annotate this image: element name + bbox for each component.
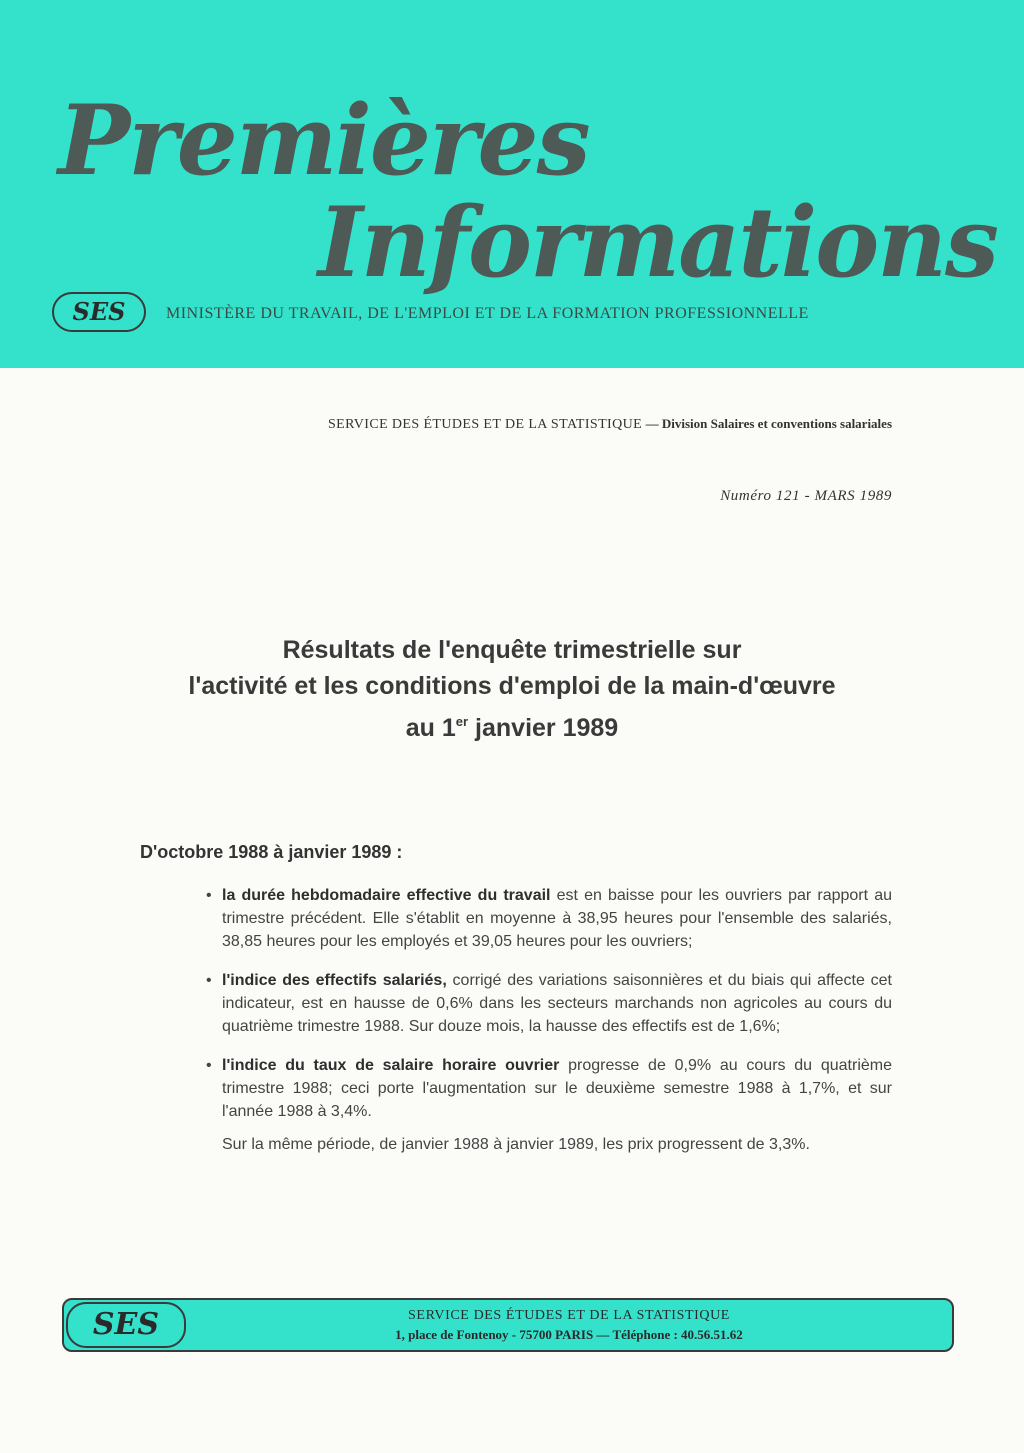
ministry-name: MINISTÈRE DU TRAVAIL, DE L'EMPLOI ET DE LA FORMATION PROFESSIONNELLE bbox=[166, 305, 809, 322]
bullet-text: progresse de 0,9% au cours du quatrième trimestre 1988; ceci porte l'augmentation sur le deuxième semestre 1988 à 1,7%, et sur l'année 1988 à 3,4%. bbox=[222, 1057, 892, 1120]
bullet-bold: la durée hebdomadaire effective du travail bbox=[222, 887, 551, 904]
service-name: SERVICE DES ÉTUDES ET DE LA STATISTIQUE bbox=[328, 417, 643, 432]
bullet-text: est en baisse pour les ouvriers par rapport au trimestre précédent. Elle s'établit en moyenne à 38,95 heures pour l'ensemble des salariés, 38,85 heures pour les employés et 39,05 heures pour les ouvriers; bbox=[222, 887, 892, 950]
service-line bbox=[136, 416, 892, 433]
publication-title-line1: Premières bbox=[58, 84, 589, 197]
bullet-icon: • bbox=[206, 1057, 212, 1074]
footer-banner bbox=[62, 1298, 954, 1352]
bullet-icon: • bbox=[206, 972, 212, 989]
headline-line3-sup: er bbox=[455, 714, 469, 729]
bullet-text: corrigé des variations saisonnières et du biais qui affecte cet indicateur, est en hausse de 0,6% dans les secteurs marchands non agricoles au cours du quatrième trimestre 1988. Sur douze mois, la hausse des effectifs est de 1,6%; bbox=[222, 972, 892, 1035]
footer-address bbox=[214, 1306, 924, 1344]
footer-contact: 1, place de Fontenoy - 75700 PARIS — Téléphone : 40.56.51.62 bbox=[395, 1327, 743, 1342]
bullet-bold: l'indice des effectifs salariés, bbox=[222, 972, 447, 989]
bullet-icon: • bbox=[206, 887, 212, 904]
division-name: — Division Salaires et conventions salariales bbox=[645, 416, 892, 431]
summary-intro: D'octobre 1988 à janvier 1989 : bbox=[140, 842, 403, 862]
bullet-item bbox=[204, 1054, 892, 1123]
ses-logo: SES bbox=[52, 292, 146, 332]
bullet-item bbox=[204, 969, 892, 1038]
footer-service-name: SERVICE DES ÉTUDES ET DE LA STATISTIQUE bbox=[408, 1308, 730, 1323]
footer-ses-logo: SES bbox=[66, 1302, 186, 1348]
headline-line1: Résultats de l'enquête trimestrielle sur bbox=[282, 636, 742, 664]
headline-line2: l'activité et les conditions d'emploi de la main-d'œuvre bbox=[188, 672, 836, 700]
headline-line3 bbox=[120, 704, 904, 746]
publication-title-line2: Informations bbox=[318, 186, 998, 299]
masthead-band bbox=[0, 0, 1024, 368]
bullet-bold: l'indice du taux de salaire horaire ouvrier bbox=[222, 1057, 560, 1074]
issue-number: Numéro 121 - MARS 1989 bbox=[720, 488, 892, 504]
summary-bullets bbox=[204, 884, 892, 1156]
bullet-item bbox=[204, 884, 892, 953]
followup-paragraph: Sur la même période, de janvier 1988 à janvier 1989, les prix progressent de 3,3%. bbox=[222, 1136, 810, 1153]
headline-line3-pre: au 1 bbox=[405, 714, 456, 742]
headline-line3-post: janvier 1989 bbox=[468, 714, 619, 742]
article-headline bbox=[120, 632, 904, 746]
